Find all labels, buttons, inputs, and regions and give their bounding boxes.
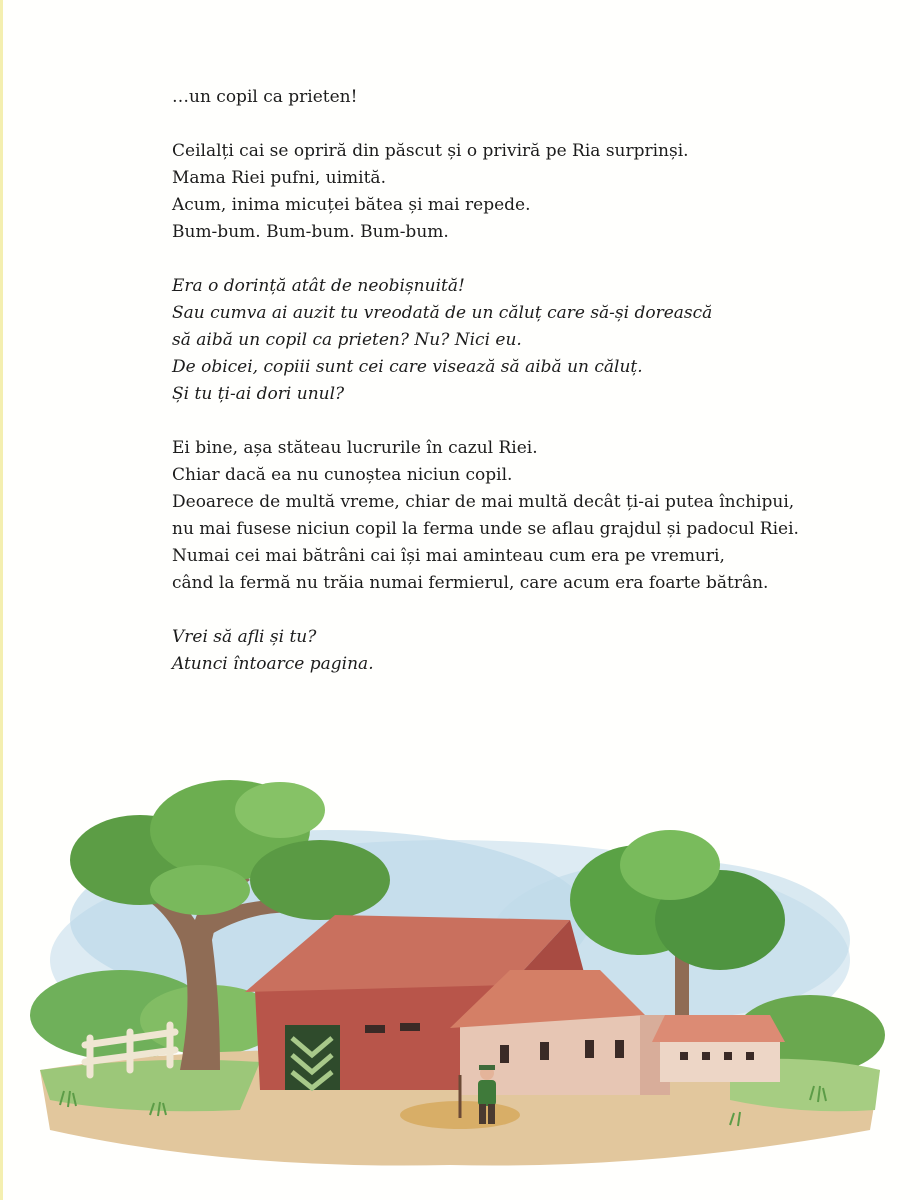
text-line: Numai cei mai bătrâni cai își mai aminteau cum era pe vremuri, [172,546,725,566]
text-line: Era o dorință atât de neobișnuită! [172,276,465,296]
paragraph-3-narrator [172,273,812,408]
text-line: Vrei să afli și tu? [172,627,317,647]
paragraph-1 [172,84,812,111]
page-edge [0,0,3,1200]
text-line: nu mai fusese niciun copil la ferma unde se aflau grajdul și padocul Riei. [172,519,799,539]
text-line: Chiar dacă ea nu cunoștea niciun copil. [172,465,513,485]
text-line: Bum-bum. Bum-bum. Bum-bum. [172,222,449,242]
text-line: să aibă un copil ca prieten? Nu? Nici eu. [172,330,522,350]
farm-illustration [30,770,890,1170]
shed [652,1015,785,1082]
paragraph-4 [172,435,812,597]
text-line: …un copil ca prieten! [172,87,358,107]
text-line: Atunci întoarce pagina. [172,654,374,674]
paragraph-2 [172,138,812,246]
text-line: Mama Riei pufni, uimită. [172,168,386,188]
paragraph-5-narrator [172,624,812,678]
story-text [172,84,812,705]
text-line: Și tu ți-ai dori unul? [172,384,345,404]
text-line: Deoarece de multă vreme, chiar de mai multă decât ți-ai putea închipui, [172,492,795,512]
text-line: Ceilalți cai se opriră din păscut și o priviră pe Ria surprinși. [172,141,689,161]
text-line: Sau cumva ai auzit tu vreodată de un căluț care să-și dorească [172,303,713,323]
text-line: Ei bine, așa stăteau lucrurile în cazul Riei. [172,438,538,458]
text-line: Acum, inima micuței bătea și mai repede. [172,195,531,215]
text-line: De obicei, copiii sunt cei care visează să aibă un căluț. [172,357,643,377]
text-line: când la fermă nu trăia numai fermierul, care acum era foarte bătrân. [172,573,769,593]
